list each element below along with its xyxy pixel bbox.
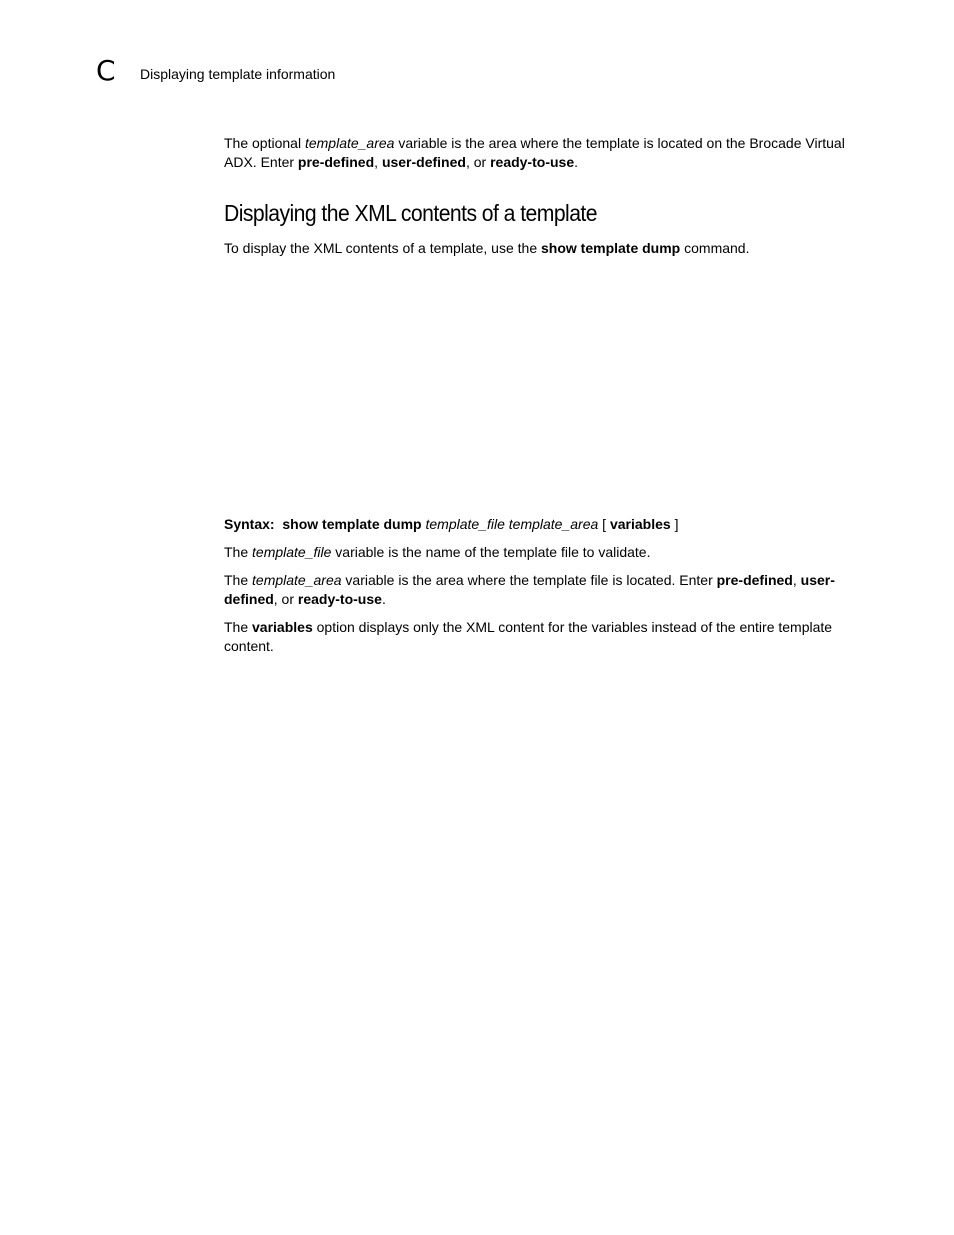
bracket: ] xyxy=(674,516,679,532)
text-run: To display the XML contents of a template, use the xyxy=(224,240,541,256)
text-run: variable is the area where the template file is located. Enter xyxy=(341,572,717,588)
variable-name: template_file xyxy=(252,544,332,560)
option-keyword: pre-defined xyxy=(297,154,375,170)
text-run: , or xyxy=(465,154,491,170)
option-keyword: ready-to-use xyxy=(490,154,575,170)
command-keyword: show template dump xyxy=(282,516,422,532)
parameter-name: template_area xyxy=(508,516,599,532)
text-run: The xyxy=(224,544,253,560)
text-run: The xyxy=(224,572,253,588)
template-area-description xyxy=(224,571,869,609)
template-file-description xyxy=(224,543,869,562)
display-instruction xyxy=(224,239,869,258)
header-title: Displaying template information xyxy=(140,66,336,82)
intro-paragraph xyxy=(224,134,869,172)
option-keyword: pre-defined xyxy=(716,572,793,588)
section-heading: Displaying the XML contents of a template xyxy=(224,200,597,226)
text-run: variable is the area where the template is located on the Brocade Virtual ADX. Enter xyxy=(224,135,845,170)
option-keyword: ready-to-use xyxy=(297,591,382,607)
syntax-label: Syntax: xyxy=(224,516,275,532)
command-keyword: show template dump xyxy=(541,240,681,256)
option-keyword: variables xyxy=(609,516,671,532)
variables-option-description xyxy=(224,618,869,656)
option-keyword: user-defined xyxy=(224,572,835,607)
variable-name: template_area xyxy=(304,135,395,151)
option-keyword: user-defined xyxy=(381,154,466,170)
text-run: , xyxy=(374,154,382,170)
text-run: The xyxy=(224,619,253,635)
text-run: , xyxy=(792,572,801,588)
parameter-name: template_file xyxy=(425,516,505,532)
appendix-letter: C xyxy=(96,54,115,87)
text-run: . xyxy=(381,591,386,607)
text-run: . xyxy=(574,154,578,170)
text-run: option displays only the XML content for the variables instead of the entire template content. xyxy=(224,619,833,654)
bracket: [ xyxy=(602,516,607,532)
text-run: command. xyxy=(680,240,750,256)
text-run: The optional xyxy=(224,135,305,151)
variable-name: template_area xyxy=(252,572,342,588)
text-run: , or xyxy=(273,591,298,607)
text-run: variable is the name of the template file to validate. xyxy=(331,544,651,560)
syntax-line xyxy=(224,515,869,534)
option-keyword: variables xyxy=(252,619,313,635)
